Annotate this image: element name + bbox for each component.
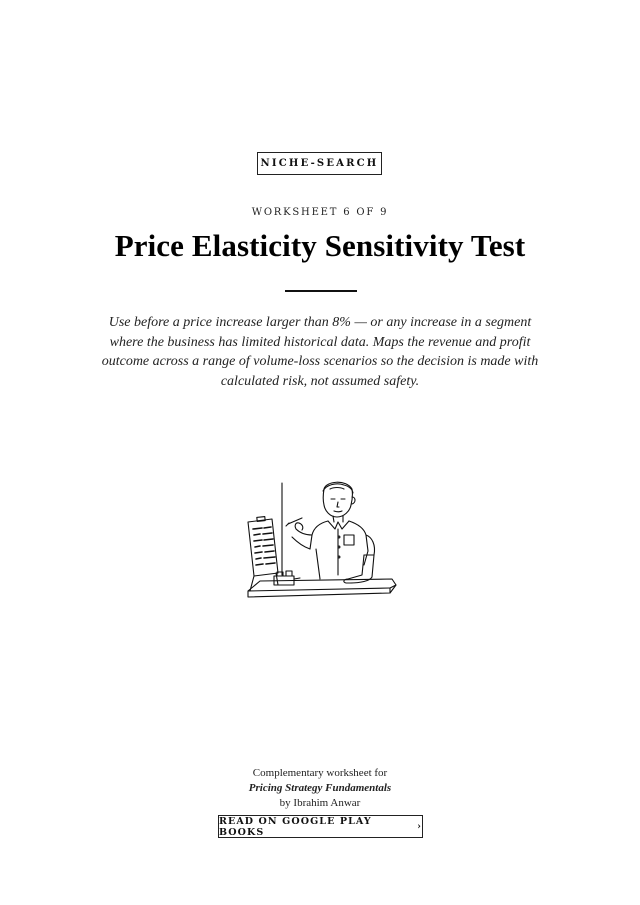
book-author: by Ibrahim Anwar	[279, 797, 361, 809]
badge-label: NICHE-SEARCH	[260, 158, 379, 169]
worksheet-number: WORKSHEET 6 OF 9	[251, 207, 389, 218]
cta-label: READ ON GOOGLE PLAY BOOKS	[219, 815, 372, 838]
chevron-right-icon: ›	[417, 821, 422, 832]
title-divider	[285, 290, 357, 292]
complementary-worksheet-text: Complementary worksheet for	[252, 767, 388, 779]
read-on-google-play-button[interactable]	[218, 815, 423, 838]
book-title: Pricing Strategy Fundamentals	[248, 782, 392, 794]
worksheet-description: Use before a price increase larger than 8% — or any increase in a segment where the business has limited historical data. Maps the revenue and profit outcome across a range of volume-loss scenarios so the decision is made with calculated risk, not assumed safety.	[101, 315, 539, 389]
man-at-desk-illustration	[240, 475, 400, 605]
page-title: Price Elasticity Sensitivity Test	[114, 228, 526, 263]
niche-search-badge	[257, 152, 382, 175]
